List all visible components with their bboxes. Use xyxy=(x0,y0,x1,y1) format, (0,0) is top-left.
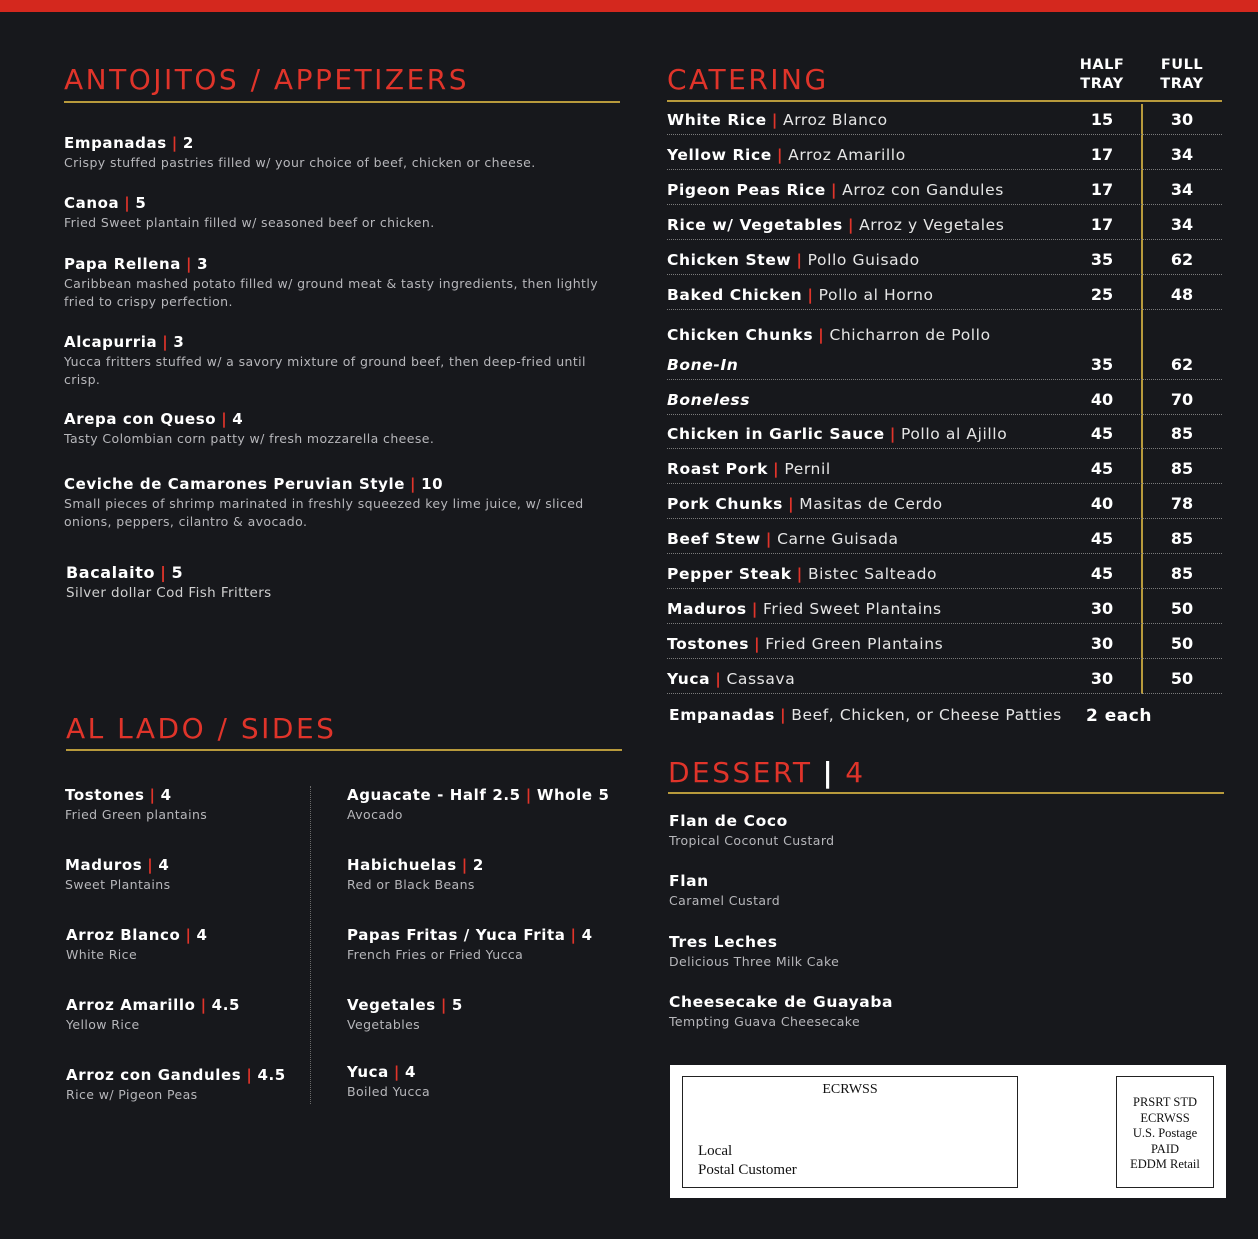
item-price: 4 xyxy=(158,856,170,874)
item-description: Tempting Guava Cheesecake xyxy=(669,1014,861,1029)
item-price: 4.5 xyxy=(211,996,241,1014)
item-price: 3 xyxy=(173,333,185,351)
dessert-rule xyxy=(668,792,1224,794)
item-description: French Fries or Fried Yucca xyxy=(347,947,524,962)
side-item-habichuelas: Habichuelas | 2 Red or Black Beans xyxy=(347,855,597,894)
item-description: White Rice xyxy=(66,947,138,962)
item-description: Caribbean mashed potato filled w/ ground meat & tasty ingredients, then lightly fried to crispy perfection. xyxy=(64,276,598,309)
empanadas-price: 2 each xyxy=(1086,706,1152,726)
dessert-title: DESSERT | 4 xyxy=(668,756,866,789)
dessert-item-tres-leches: Tres Leches Delicious Three Milk Cake xyxy=(669,932,1169,971)
appetizers-rule xyxy=(64,101,620,103)
sides-rule xyxy=(66,749,622,751)
side-item-yuca: Yuca | 4 Boiled Yucca xyxy=(347,1062,597,1101)
dessert-item-cheesecake-de-guayaba: Cheesecake de Guayaba Tempting Guava Cheesecake xyxy=(669,992,1169,1031)
half-tray-price: 45 xyxy=(1090,459,1114,478)
catering-row: Beef Stew | Carne Guisada 45 85 xyxy=(667,523,1222,554)
item-price: Whole 5 xyxy=(536,786,610,804)
catering-row: Chicken Stew | Pollo Guisado 35 62 xyxy=(667,244,1222,275)
catering-row: Chicken in Garlic Sauce | Pollo al Ajillo 45 85 xyxy=(667,418,1222,449)
item-price: 2 xyxy=(182,134,194,152)
item-description: Tasty Colombian corn patty w/ fresh mozzarella cheese. xyxy=(64,431,435,446)
side-item-arroz-blanco: Arroz Blanco | 4 White Rice xyxy=(66,925,316,964)
half-tray-price: 17 xyxy=(1090,145,1114,164)
item-description: Crispy stuffed pastries filled w/ your choice of beef, chicken or cheese. xyxy=(64,155,536,170)
menu-item-ceviche: Ceviche de Camarones Peruvian Style | 10 Small pieces of shrimp marinated in freshly squeezed key lime juice, w/ sliced onions, peppers, cilantro & avocado. xyxy=(64,474,624,531)
half-tray-header: HALF TRAY xyxy=(1079,57,1125,92)
catering-row: Baked Chicken | Pollo al Horno 25 48 xyxy=(667,279,1222,310)
item-description: Sweet Plantains xyxy=(65,877,171,892)
catering-row: Chicken Chunks | Chicharron de Pollo xyxy=(667,326,991,344)
item-description: Silver dollar Cod Fish Fritters xyxy=(66,585,272,601)
item-price: 10 xyxy=(421,475,444,493)
half-tray-price: 35 xyxy=(1090,355,1114,374)
full-tray-price: 70 xyxy=(1170,390,1194,409)
menu-item-bacalaito: Bacalaito | 5 Silver dollar Cod Fish Fritters xyxy=(66,563,626,602)
full-tray-price: 78 xyxy=(1170,494,1194,513)
postal-indicia xyxy=(670,1065,1226,1198)
item-description: Yellow Rice xyxy=(66,1017,140,1032)
full-tray-price: 85 xyxy=(1170,564,1194,583)
catering-row: Yuca | Cassava 30 50 xyxy=(667,663,1222,694)
item-price: 4 xyxy=(232,410,244,428)
full-tray-price: 85 xyxy=(1170,459,1194,478)
item-description: Delicious Three Milk Cake xyxy=(669,954,840,969)
half-tray-price: 30 xyxy=(1090,599,1114,618)
catering-title: CATERING xyxy=(667,63,829,96)
half-tray-price: 15 xyxy=(1090,110,1114,129)
half-tray-price: 30 xyxy=(1090,634,1114,653)
item-description: Red or Black Beans xyxy=(347,877,475,892)
menu-item-arepa-con-queso: Arepa con Queso | 4 Tasty Colombian corn patty w/ fresh mozzarella cheese. xyxy=(64,409,624,448)
half-tray-price: 45 xyxy=(1090,564,1114,583)
catering-empanadas: Empanadas | Beef, Chicken, or Cheese Patties xyxy=(669,706,1062,724)
side-item-maduros: Maduros | 4 Sweet Plantains xyxy=(65,855,315,894)
side-item-arroz-amarillo: Arroz Amarillo | 4.5 Yellow Rice xyxy=(66,995,316,1034)
catering-rule xyxy=(667,100,1222,102)
side-item-vegetales: Vegetales | 5 Vegetables xyxy=(347,995,597,1034)
side-item-arroz-con-gandules: Arroz con Gandules | 4.5 Rice w/ Pigeon Peas xyxy=(66,1065,316,1104)
half-tray-price: 30 xyxy=(1090,669,1114,688)
item-price: 3 xyxy=(197,255,209,273)
ecrwss-label: ECRWSS xyxy=(822,1082,878,1097)
dessert-item-flan-de-coco: Flan de Coco Tropical Coconut Custard xyxy=(669,811,1169,850)
catering-row: Bone-In 35 62 xyxy=(667,349,1222,380)
item-description: Vegetables xyxy=(347,1017,421,1032)
full-tray-price: 50 xyxy=(1170,634,1194,653)
item-description: Tropical Coconut Custard xyxy=(669,833,835,848)
half-tray-price: 17 xyxy=(1090,180,1114,199)
item-description: Fried Sweet plantain filled w/ seasoned beef or chicken. xyxy=(64,215,435,230)
full-tray-price: 85 xyxy=(1170,424,1194,443)
catering-row: White Rice | Arroz Blanco 15 30 xyxy=(667,104,1222,135)
catering-row: Pork Chunks | Masitas de Cerdo 40 78 xyxy=(667,488,1222,519)
menu-item-alcapurria: Alcapurria | 3 Yucca fritters stuffed w/ a savory mixture of ground beef, then deep-fried until crisp. xyxy=(64,332,624,389)
item-price: 5 xyxy=(135,194,147,212)
item-description: Fried Green plantains xyxy=(65,807,208,822)
full-tray-price: 62 xyxy=(1170,250,1194,269)
item-price: 5 xyxy=(171,563,184,582)
postage-permit: PRSRT STD ECRWSS U.S. Postage PAID EDDM Retail xyxy=(1116,1076,1214,1188)
full-tray-price: 30 xyxy=(1170,110,1194,129)
full-tray-price: 85 xyxy=(1170,529,1194,548)
appetizers-title: ANTOJITOS / APPETIZERS xyxy=(64,63,469,96)
catering-row: Boneless 40 70 xyxy=(667,384,1222,415)
menu-item-papa-rellena: Papa Rellena | 3 Caribbean mashed potato filled w/ ground meat & tasty ingredients, then lightly fried to crispy perfection. xyxy=(64,254,624,311)
half-tray-price: 40 xyxy=(1090,494,1114,513)
item-price: 4 xyxy=(404,1063,417,1081)
dessert-price: 4 xyxy=(845,756,866,789)
item-description: Small pieces of shrimp marinated in freshly squeezed key lime juice, w/ sliced onions, peppers, cilantro & avocado. xyxy=(64,496,584,529)
full-tray-price: 62 xyxy=(1170,355,1194,374)
address-box xyxy=(682,1076,1018,1188)
catering-row: Tostones | Fried Green Plantains 30 50 xyxy=(667,628,1222,659)
catering-row: Maduros | Fried Sweet Plantains 30 50 xyxy=(667,593,1222,624)
side-item-papas-fritas: Papas Fritas / Yuca Frita | 4 French Fries or Fried Yucca xyxy=(347,925,617,964)
catering-row: Pigeon Peas Rice | Arroz con Gandules 17 34 xyxy=(667,174,1222,205)
item-price: 4 xyxy=(196,926,208,944)
half-tray-price: 25 xyxy=(1090,285,1114,304)
side-item-aguacate: Aguacate - Half 2.5 | Whole 5 Avocado xyxy=(347,785,617,824)
item-price: 4.5 xyxy=(257,1066,286,1084)
item-description: Caramel Custard xyxy=(669,893,781,908)
postal-customer: Local Postal Customer xyxy=(698,1143,797,1178)
side-item-tostones: Tostones | 4 Fried Green plantains xyxy=(65,785,315,824)
menu-item-empanadas: Empanadas | 2 Crispy stuffed pastries filled w/ your choice of beef, chicken or cheese. xyxy=(64,133,624,172)
catering-row: Yellow Rice | Arroz Amarillo 17 34 xyxy=(667,139,1222,170)
full-tray-header: FULL TRAY xyxy=(1160,57,1204,92)
half-tray-price: 40 xyxy=(1090,390,1114,409)
sides-title: AL LADO / SIDES xyxy=(66,712,337,745)
catering-row: Rice w/ Vegetables | Arroz y Vegetales 17 34 xyxy=(667,209,1222,240)
half-tray-price: 35 xyxy=(1090,250,1114,269)
full-tray-price: 34 xyxy=(1170,215,1194,234)
half-tray-price: 45 xyxy=(1090,529,1114,548)
half-tray-price: 17 xyxy=(1090,215,1114,234)
menu-item-canoa: Canoa | 5 Fried Sweet plantain filled w/ seasoned beef or chicken. xyxy=(64,193,624,232)
full-tray-price: 34 xyxy=(1170,180,1194,199)
item-description: Rice w/ Pigeon Peas xyxy=(66,1087,198,1102)
top-red-band xyxy=(0,0,1258,12)
full-tray-price: 48 xyxy=(1170,285,1194,304)
item-description: Yucca fritters stuffed w/ a savory mixture of ground beef, then deep-fried until crisp. xyxy=(64,354,586,387)
half-tray-price: 45 xyxy=(1090,424,1114,443)
catering-row: Roast Pork | Pernil 45 85 xyxy=(667,453,1222,484)
item-price: 2 xyxy=(472,856,484,874)
item-price: 4 xyxy=(581,926,593,944)
dessert-item-flan: Flan Caramel Custard xyxy=(669,871,1169,910)
item-description: Avocado xyxy=(347,807,403,822)
item-price: 5 xyxy=(451,996,463,1014)
full-tray-price: 34 xyxy=(1170,145,1194,164)
item-description: Boiled Yucca xyxy=(347,1084,431,1099)
full-tray-price: 50 xyxy=(1170,599,1194,618)
full-tray-price: 50 xyxy=(1170,669,1194,688)
catering-row: Pepper Steak | Bistec Salteado 45 85 xyxy=(667,558,1222,589)
item-price: 4 xyxy=(160,786,172,804)
